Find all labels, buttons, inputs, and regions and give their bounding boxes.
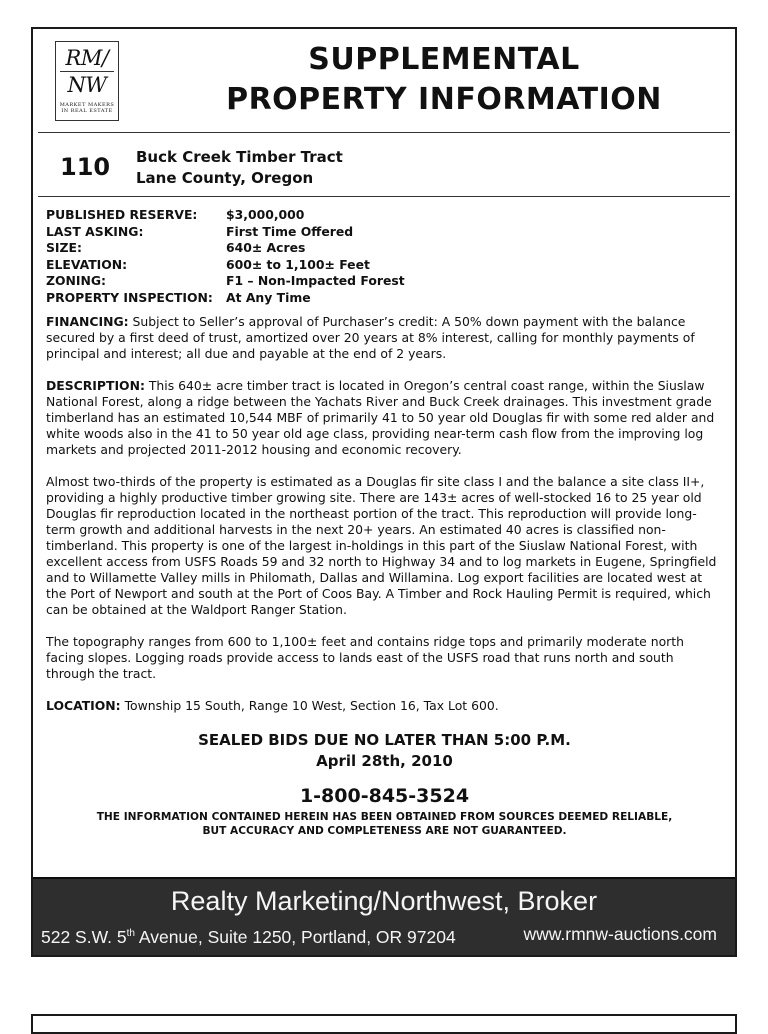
address-ordinal: th xyxy=(126,928,135,939)
fact-row xyxy=(46,224,405,241)
disclaimer xyxy=(46,810,723,838)
fact-label: ELEVATION: xyxy=(46,256,128,272)
location-text: Township 15 South, Range 10 West, Section 16, Tax Lot 600. xyxy=(120,698,499,713)
broker-footer xyxy=(33,877,735,955)
facts-table xyxy=(46,207,405,306)
address-rest: Avenue, Suite 1250, Portland, OR 97204 xyxy=(134,926,456,947)
fact-label: SIZE: xyxy=(46,240,82,255)
broker-website: www.rmnw-auctions.com xyxy=(523,924,717,944)
financing-paragraph xyxy=(46,314,723,362)
supplement-sheet xyxy=(31,27,737,957)
title-line2: PROPERTY INFORMATION xyxy=(226,82,662,117)
location-paragraph xyxy=(46,698,723,714)
financing-label: FINANCING: xyxy=(46,314,129,329)
broker-name: Realty Marketing/Northwest, Broker xyxy=(170,886,598,916)
topography-paragraph: The topography ranges from 600 to 1,100± feet and contains ridge tops and primarily moderate north facing slopes. Logging roads provide access to lands east of the USFS road that runs north and south through the tract. xyxy=(46,634,684,681)
phone-number: 1-800-845-3524 xyxy=(299,785,470,807)
property-details xyxy=(33,197,735,838)
fact-label: ZONING: xyxy=(46,273,106,288)
logo-top-text: RM/ xyxy=(65,46,109,70)
fact-row xyxy=(46,257,405,274)
site-paragraph: Almost two-thirds of the property is estimated as a Douglas fir site class I and the balance a site class II+, providing a highly productive timber growing site. There are 143± acres of well-stocked 16 to 25 year old Douglas fir reproduction located in the northeast portion of the tract. This reproduction will provide long-term growth and additional harvests in the next 20+ years. An estimated 40 acres is classified non-timberland. This property is one of the largest in-holdings in this part of the Siuslaw National Forest, with excellent access from USFS Roads 59 and 32 north to Highway 34 and to log markets in Eugene, Springfield and to Willamette Valley mills in Philomath, Dallas and Willamina. Log export facilities are located west at the Port of Newport and south at the Port of Coos Bay. A Timber and Rock Hauling Permit is required, which can be obtained at the Waldport Ranger Station. xyxy=(46,474,717,617)
logo-tagline-line2: IN REAL ESTATE xyxy=(61,108,113,114)
description-label: DESCRIPTION: xyxy=(46,378,145,393)
fact-row xyxy=(46,207,405,224)
lot-title xyxy=(136,147,343,189)
fact-value: At Any Time xyxy=(226,289,311,305)
logo-tagline xyxy=(56,102,118,114)
logo-tagline-line1: MARKET MAKERS xyxy=(59,102,115,108)
fact-value: F1 – Non-Impacted Forest xyxy=(226,273,405,288)
fact-row xyxy=(46,290,405,307)
fact-value: First Time Offered xyxy=(226,223,354,239)
lot-county: Lane County, Oregon xyxy=(136,169,314,187)
title-line1: SUPPLEMENTAL xyxy=(308,42,580,77)
location-label: LOCATION: xyxy=(46,698,121,713)
header xyxy=(33,29,735,132)
disclaimer-line1: THE INFORMATION CONTAINED HEREIN HAS BEEN OBTAINED FROM SOURCES DEEMED RELIABLE, xyxy=(96,811,673,823)
fact-label: PROPERTY INSPECTION: xyxy=(46,289,213,305)
bid-deadline-date: April 28th, 2010 xyxy=(316,752,453,770)
financing-text: Subject to Seller’s approval of Purchaser’s credit: A 50% down payment with the balance secured by a first deed of trust, amortized over 20 years at 8% interest, calling for monthly payments of principal and interest; all due and payable at the end of 2 years. xyxy=(46,314,695,361)
address-street-number: 522 S.W. 5 xyxy=(41,926,127,947)
broker-address xyxy=(41,923,456,948)
fact-label: PUBLISHED RESERVE: xyxy=(46,207,198,222)
description-paragraph xyxy=(46,378,723,458)
disclaimer-line2: BUT ACCURACY AND COMPLETENESS ARE NOT GUARANTEED. xyxy=(202,825,567,837)
bid-deadline-time: SEALED BIDS DUE NO LATER THAN 5:00 P.M. xyxy=(198,731,571,749)
lot-heading xyxy=(33,133,735,196)
fact-label: LAST ASKING: xyxy=(46,223,144,239)
fact-value: 600± to 1,100± Feet xyxy=(226,256,370,272)
lot-number: 110 xyxy=(60,153,111,181)
fact-row xyxy=(46,240,405,257)
bid-deadline xyxy=(46,730,723,772)
description-text: This 640± acre timber tract is located in Oregon’s central coast range, within the Siuslaw National Forest, along a ridge between the Yachats River and Buck Creek drainages. This investment grade timberland has an estimated 10,544 MBF of primarily 41 to 50 year old Douglas fir with some red alder and white woods also in the 41 to 50 year old age class, providing near-term cash flow from the improving log markets and projected 2011-2012 housing and economic recovery. xyxy=(46,378,715,457)
fact-row xyxy=(46,273,405,290)
lot-name: Buck Creek Timber Tract xyxy=(136,148,343,166)
rmnw-logo xyxy=(55,41,119,121)
fact-value: $3,000,000 xyxy=(226,207,305,222)
fact-value: 640± Acres xyxy=(226,240,306,255)
logo-divider xyxy=(60,71,114,72)
page-title xyxy=(173,40,715,120)
next-page-frame xyxy=(31,1014,737,1034)
logo-bottom-text: NW xyxy=(67,73,107,97)
